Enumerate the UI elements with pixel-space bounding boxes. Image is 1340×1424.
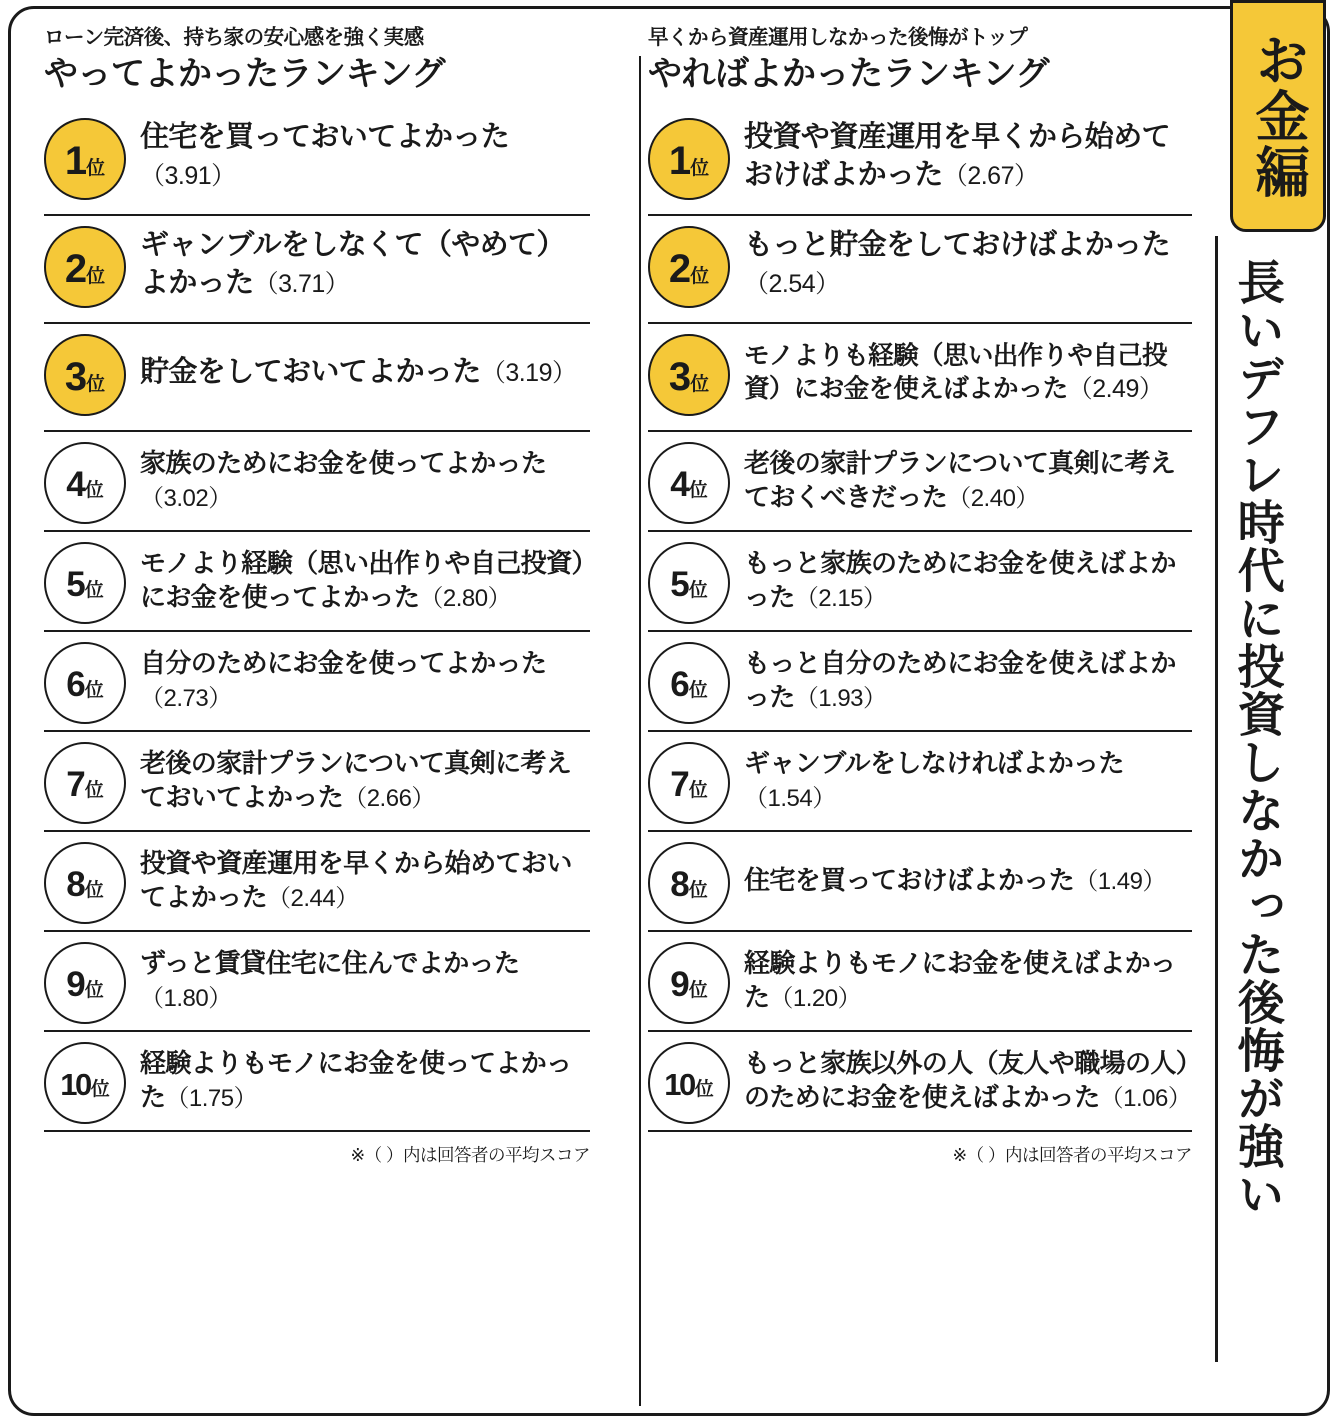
rank-badge <box>44 742 126 824</box>
rank-badge <box>648 842 730 924</box>
rank-number: 6 <box>670 664 688 704</box>
footnote-left: ※（ ）内は回答者の平均スコア <box>350 1144 590 1165</box>
rank-badge <box>648 226 730 308</box>
item-label: 家族のためにお金を使ってよかった（3.02） <box>140 447 547 512</box>
item-text-wrap <box>140 738 590 824</box>
ranking-columns <box>30 26 1210 1396</box>
item-score: （2.67） <box>942 161 1039 190</box>
rank-number: 10 <box>664 1066 694 1102</box>
item-label: 投資や資産運用を早くから始めておいてよかった（2.44） <box>140 847 572 912</box>
item-score: （1.75） <box>165 1084 258 1112</box>
list-item <box>648 932 1192 1032</box>
rank-badge <box>648 334 730 416</box>
rank-badge <box>44 334 126 416</box>
item-score: （2.66） <box>343 784 435 812</box>
rank-badge <box>648 642 730 724</box>
rank-unit: 位 <box>688 979 708 1001</box>
item-text-wrap <box>744 638 1192 724</box>
rank-number: 7 <box>670 764 688 804</box>
item-text-wrap <box>140 438 590 524</box>
rank-unit: 位 <box>84 879 104 901</box>
item-label: モノよりも経験（思い出作りや自己投資）にお金を使えばよかった（2.49） <box>744 341 1168 403</box>
item-label: 自分のためにお金を使ってよかった（2.73） <box>140 647 547 712</box>
rank-unit: 位 <box>690 157 710 179</box>
item-label: 老後の家計プランについて真剣に考えておいてよかった（2.66） <box>140 747 572 812</box>
rank-badge <box>44 942 126 1024</box>
rank-number: 5 <box>66 564 84 604</box>
item-label: 老後の家計プランについて真剣に考えておくべきだった（2.40） <box>744 447 1176 512</box>
rank-unit: 位 <box>86 265 106 287</box>
rank-unit: 位 <box>84 579 104 601</box>
rank-unit: 位 <box>84 679 104 701</box>
item-score: （1.80） <box>140 984 232 1012</box>
rank-badge <box>44 1042 126 1124</box>
list-item <box>44 1032 590 1132</box>
ranking-column-left <box>30 26 618 1396</box>
section-tab <box>1230 0 1326 232</box>
rank-number: 6 <box>66 664 84 704</box>
column-kicker-left: ローン完済後、持ち家の安心感を強く実感 <box>44 26 424 49</box>
rank-number: 2 <box>668 246 690 291</box>
list-item <box>44 324 590 432</box>
rank-badge <box>648 442 730 524</box>
item-text-wrap <box>140 330 590 416</box>
item-text-wrap <box>140 838 590 924</box>
rank-badge <box>44 842 126 924</box>
item-text-wrap <box>744 1038 1192 1124</box>
item-label: 貯金をしておいてよかった（3.19） <box>140 355 577 388</box>
item-score: （3.91） <box>140 161 236 190</box>
rank-unit: 位 <box>688 779 708 801</box>
item-label: 住宅を買っておいてよかった（3.91） <box>140 121 510 190</box>
rank-unit: 位 <box>84 979 104 1001</box>
item-score: （3.19） <box>480 358 577 387</box>
item-label: 経験よりもモノにお金を使えばよかった（1.20） <box>744 947 1176 1012</box>
rank-badge <box>648 742 730 824</box>
item-label: もっと貯金をしておけばよかった（2.54） <box>744 229 1171 298</box>
list-item <box>44 832 590 932</box>
item-label: 投資や資産運用を早くから始めておけばよかった（2.67） <box>744 121 1171 191</box>
rank-number: 8 <box>66 864 84 904</box>
item-score: （1.93） <box>794 684 887 712</box>
rank-number: 1 <box>64 138 86 183</box>
item-score: （2.73） <box>140 684 232 712</box>
column-divider <box>639 56 641 1406</box>
rank-unit: 位 <box>688 579 708 601</box>
rank-unit: 位 <box>688 879 708 901</box>
item-label: 経験よりもモノにお金を使ってよかった（1.75） <box>140 1047 572 1112</box>
item-label: もっと自分のためにお金を使えばよかった（1.93） <box>744 647 1176 712</box>
rank-unit: 位 <box>84 479 104 501</box>
rank-number: 10 <box>60 1066 90 1102</box>
footnote-right: ※（ ）内は回答者の平均スコア <box>952 1144 1192 1165</box>
item-score: （1.54） <box>744 784 836 812</box>
item-score: （1.20） <box>769 984 862 1012</box>
rank-number: 8 <box>670 864 688 904</box>
rank-unit: 位 <box>694 1078 714 1100</box>
item-score: （2.49） <box>1067 374 1164 403</box>
ranking-column-right <box>618 26 1206 1396</box>
item-score: （1.49） <box>1074 867 1166 895</box>
rank-number: 3 <box>668 354 690 399</box>
rank-badge <box>648 118 730 200</box>
rank-unit: 位 <box>690 373 710 395</box>
rank-unit: 位 <box>86 373 106 395</box>
side-divider <box>1215 236 1218 1362</box>
column-headline-left: やってよかったランキング <box>44 54 445 93</box>
item-score: （1.06） <box>1099 1084 1192 1112</box>
rank-badge <box>44 442 126 524</box>
list-item <box>648 432 1192 532</box>
rank-number: 9 <box>66 964 84 1004</box>
rank-number: 4 <box>670 464 688 504</box>
item-score: （2.44） <box>267 884 359 912</box>
rank-badge <box>648 942 730 1024</box>
rank-number: 4 <box>66 464 84 504</box>
item-label: ギャンブルをしなければよかった（1.54） <box>744 747 1124 812</box>
item-score: （2.40） <box>947 484 1039 512</box>
item-label: ギャンブルをしなくて（やめて）よかった（3.71） <box>140 229 565 299</box>
section-tab-label: お金編 <box>1248 32 1308 200</box>
list-item <box>44 732 590 832</box>
list-item <box>648 532 1192 632</box>
column-headline-right: やればよかったランキング <box>648 54 1049 93</box>
item-text-wrap <box>140 114 590 200</box>
item-label: ずっと賃貸住宅に住んでよかった（1.80） <box>140 947 520 1012</box>
rank-number: 3 <box>64 354 86 399</box>
item-text-wrap <box>744 538 1192 624</box>
list-item <box>44 216 590 324</box>
side-title <box>1232 258 1318 1358</box>
item-label: 住宅を買っておけばよかった（1.49） <box>744 864 1166 895</box>
item-label: もっと家族以外の人（友人や職場の人）のためにお金を使えばよかった（1.06） <box>744 1047 1192 1112</box>
item-score: （2.15） <box>794 584 887 612</box>
rank-number: 1 <box>668 138 690 183</box>
item-text-wrap <box>744 938 1192 1024</box>
rank-badge <box>44 118 126 200</box>
rank-unit: 位 <box>690 265 710 287</box>
item-text-wrap <box>140 938 590 1024</box>
rank-unit: 位 <box>90 1078 110 1100</box>
list-item <box>648 216 1192 324</box>
list-item <box>44 108 590 216</box>
list-item <box>648 1032 1192 1132</box>
list-item <box>648 324 1192 432</box>
list-item <box>648 108 1192 216</box>
list-item <box>648 632 1192 732</box>
rank-badge <box>44 642 126 724</box>
item-text-wrap <box>744 838 1192 924</box>
item-text-wrap <box>744 438 1192 524</box>
rank-badge <box>44 542 126 624</box>
item-score: （2.54） <box>744 269 840 298</box>
rank-badge <box>44 226 126 308</box>
item-text-wrap <box>140 1038 590 1124</box>
item-score: （3.71） <box>253 269 350 298</box>
rank-list-left <box>44 108 590 1132</box>
rank-badge <box>648 542 730 624</box>
rank-unit: 位 <box>688 479 708 501</box>
list-item <box>44 532 590 632</box>
rank-list-right <box>648 108 1192 1132</box>
item-text-wrap <box>140 222 590 308</box>
rank-unit: 位 <box>86 157 106 179</box>
column-kicker-right: 早くから資産運用しなかった後悔がトップ <box>648 26 1028 49</box>
item-label: もっと家族のためにお金を使えばよかった（2.15） <box>744 547 1176 612</box>
rank-unit: 位 <box>688 679 708 701</box>
item-text-wrap <box>140 538 590 624</box>
item-score: （3.02） <box>140 484 232 512</box>
item-text-wrap <box>744 330 1192 416</box>
list-item <box>44 932 590 1032</box>
rank-badge <box>648 1042 730 1124</box>
rank-number: 9 <box>670 964 688 1004</box>
list-item <box>44 632 590 732</box>
rank-unit: 位 <box>84 779 104 801</box>
rank-number: 5 <box>670 564 688 604</box>
item-text-wrap <box>744 222 1192 308</box>
item-text-wrap <box>140 638 590 724</box>
rank-number: 7 <box>66 764 84 804</box>
side-title-text: 長いデフレ時代に投資しなかった後悔が強い <box>1231 258 1285 1218</box>
item-score: （2.80） <box>419 584 512 612</box>
list-item <box>648 732 1192 832</box>
rank-number: 2 <box>64 246 86 291</box>
item-label: モノより経験（思い出作りや自己投資）にお金を使ってよかった（2.80） <box>140 547 584 612</box>
list-item <box>648 832 1192 932</box>
item-text-wrap <box>744 738 1192 824</box>
item-text-wrap <box>744 114 1192 200</box>
list-item <box>44 432 590 532</box>
